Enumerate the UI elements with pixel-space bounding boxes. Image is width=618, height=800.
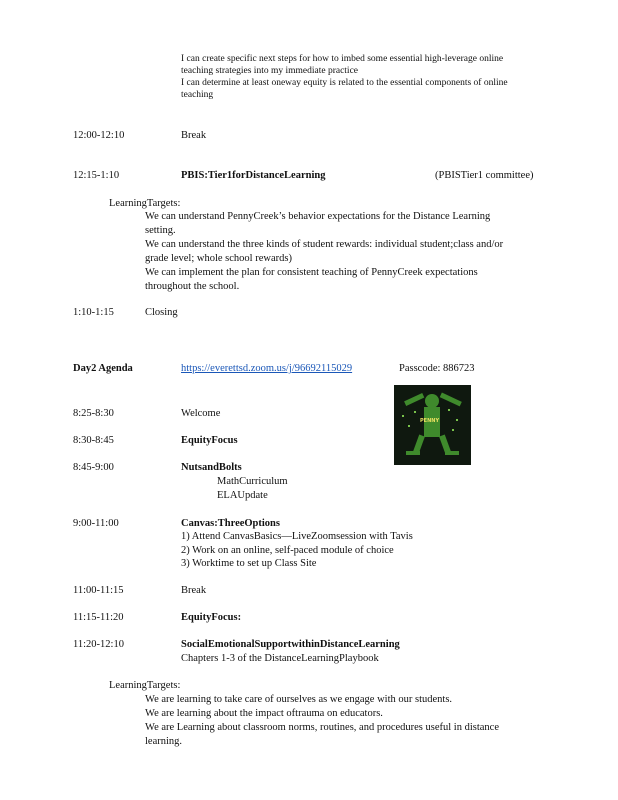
agenda-title: EquityFocus:: [181, 612, 242, 623]
target-line: learning.: [145, 736, 183, 747]
intro-bullet-2-line1: I can determine at least oneway equity is related to the essential components of online: [181, 78, 508, 88]
school-logo: [394, 385, 471, 465]
agenda-title: Closing: [145, 307, 178, 318]
intro-bullet-1-line2: teaching strategies into my immediate practice: [181, 66, 359, 76]
agenda-time: 9:00-11:00: [73, 518, 119, 529]
target-line: setting.: [145, 225, 176, 236]
agenda-time: 8:45-9:00: [73, 462, 114, 473]
intro-bullet-2-line2: teaching: [181, 90, 214, 100]
target-line: We are learning about the impact oftrauma on educators.: [145, 708, 383, 719]
agenda-subitem: ELAUpdate: [217, 490, 268, 501]
learning-targets-heading: LearningTargets:: [109, 680, 181, 691]
agenda-time: 8:30-8:45: [73, 435, 114, 446]
target-line: We are Learning about classroom norms, routines, and procedures useful in distance: [145, 722, 500, 733]
agenda-numbered-item: 3) Worktime to set up Class Site: [181, 558, 317, 569]
agenda-title: PBIS:Tier1forDistanceLearning: [181, 170, 326, 181]
target-line: We can understand PennyCreek’s behavior expectations for the Distance Learning: [145, 211, 491, 222]
agenda-title: Break: [181, 130, 207, 141]
target-line: throughout the school.: [145, 281, 240, 292]
target-line: grade level; whole school rewards): [145, 253, 292, 264]
agenda-subtitle: Chapters 1-3 of the DistanceLearningPlaybook: [181, 653, 379, 664]
agenda-time: 12:15-1:10: [73, 170, 120, 181]
logo-text: PENNY: [420, 418, 440, 424]
agenda-aside: (PBISTier1 committee): [435, 170, 534, 181]
target-line: We can understand the three kinds of student rewards: individual student;class and/or: [145, 239, 504, 250]
agenda-title: Break: [181, 585, 207, 596]
agenda-title: Canvas:ThreeOptions: [181, 518, 280, 529]
agenda-title: EquityFocus: [181, 435, 238, 446]
passcode: Passcode: 886723: [399, 363, 475, 374]
agenda-time: 11:00-11:15: [73, 585, 124, 596]
day2-label: Day2 Agenda: [73, 363, 133, 374]
agenda-title: SocialEmotionalSupportwithinDistanceLearning: [181, 639, 400, 650]
target-line: We are learning to take care of ourselves as we engage with our students.: [145, 694, 453, 705]
agenda-time: 11:15-11:20: [73, 612, 124, 623]
agenda-time: 11:20-12:10: [73, 639, 124, 650]
agenda-time: 8:25-8:30: [73, 408, 114, 419]
agenda-numbered-item: 1) Attend CanvasBasics—LiveZoomsession with Tavis: [181, 531, 413, 542]
target-line: We can implement the plan for consistent teaching of PennyCreek expectations: [145, 267, 478, 278]
agenda-title: Welcome: [181, 408, 221, 419]
agenda-time: 1:10-1:15: [73, 307, 114, 318]
agenda-subitem: MathCurriculum: [217, 476, 288, 487]
agenda-time: 12:00-12:10: [73, 130, 125, 141]
zoom-link[interactable]: https://everettsd.zoom.us/j/96692115029: [181, 363, 353, 374]
learning-targets-heading: LearningTargets:: [109, 198, 181, 209]
agenda-title: NutsandBolts: [181, 462, 242, 473]
agenda-numbered-item: 2) Work on an online, self-paced module of choice: [181, 545, 394, 556]
intro-bullet-1-line1: I can create specific next steps for how to imbed some essential high-leverage online: [181, 54, 504, 64]
